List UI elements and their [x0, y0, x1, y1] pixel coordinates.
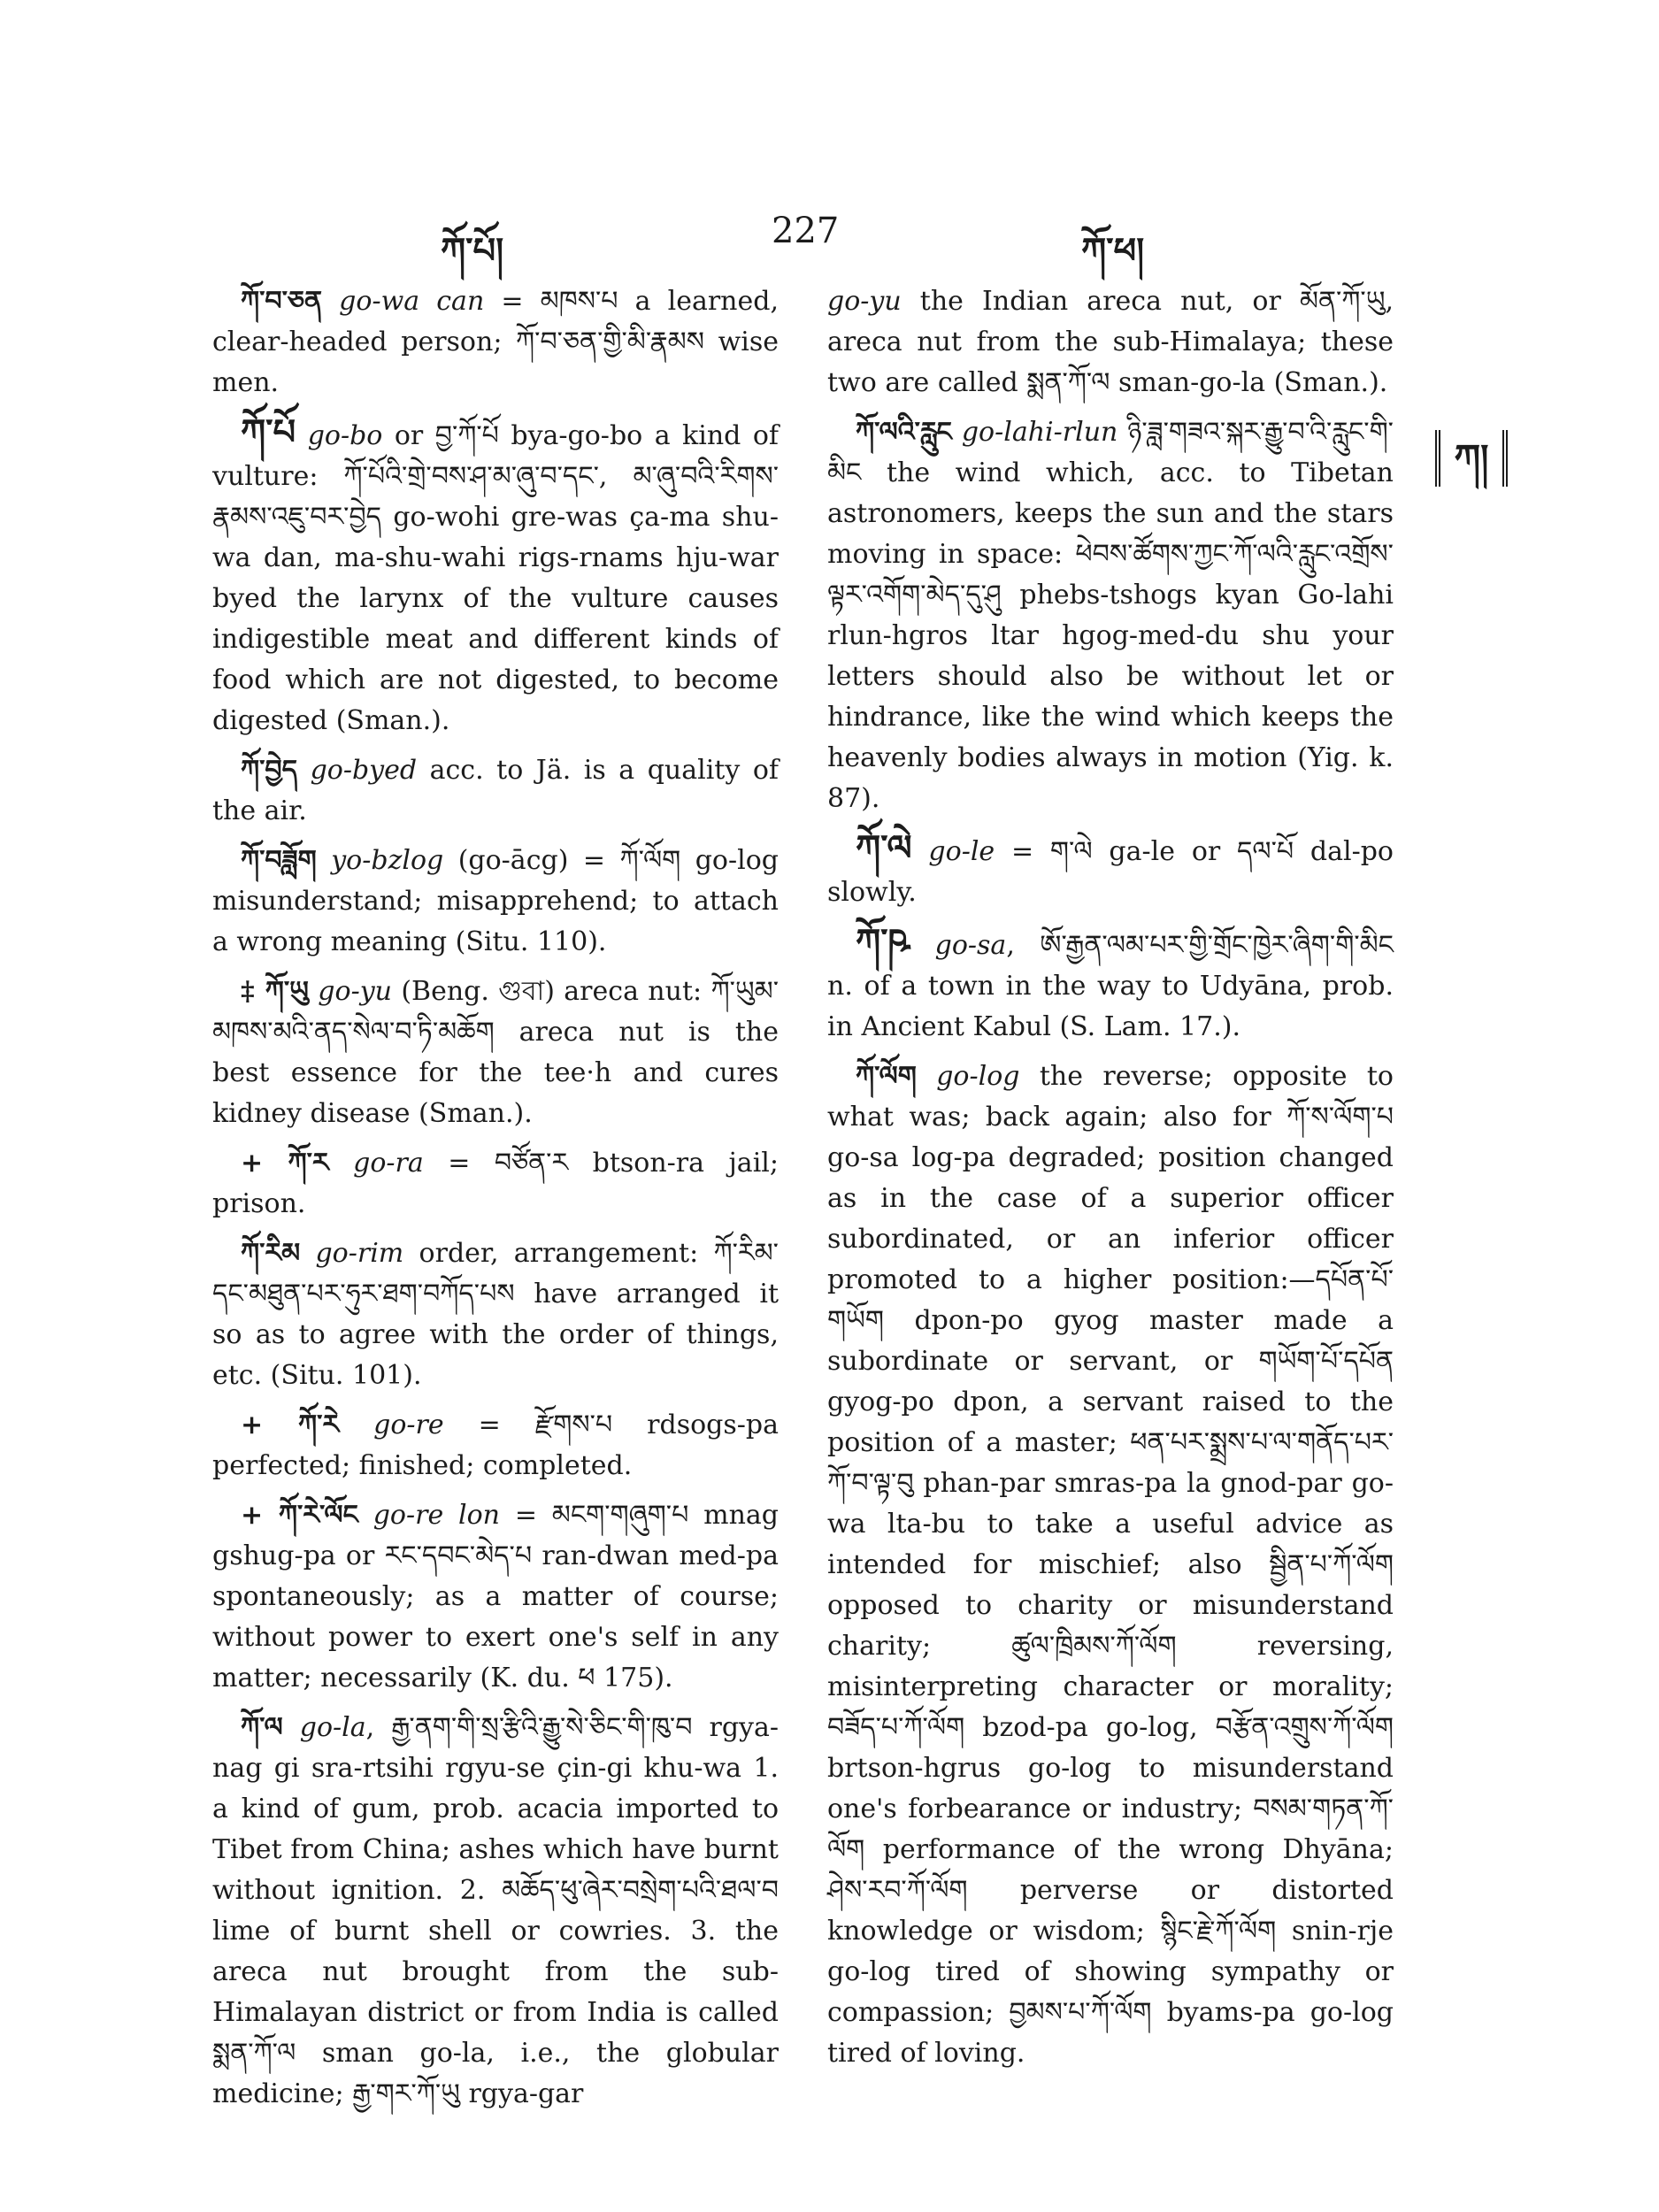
headword-tibetan: ཀོ་བཟློག [241, 845, 317, 876]
headword-transliteration: go-le [928, 836, 995, 867]
entry-definition: the reverse; opposite to what was; back again; also for ཀོ་ས་ལོག་པ go-sa log-pa degraded; position changed as in the case of a superior officer subordinated, or an inferior officer promoted to a higher position:—དཔོན་པོ་གཡོག dpon-po gyog master made a subordinate or servant, or གཡོག་པོ་དཔོན gyog-po dpon, a servant raised to the position of a master; ཕན་པར་སྨྲས་པ་ལ་གནོད་པར་ཀོ་བ་ལྟ་བུ phan-par smras-pa la gnod-par go-wa lta-bu to take a useful advice as intended for mischief; also སྦྱིན་པ་ཀོ་ལོག opposed to charity or misunderstand charity; ཚུལ་ཁྲིམས་ཀོ་ལོག reversing, misinterpreting character or morality; བཟོད་པ་ཀོ་ལོག bzod-pa go-log, བརྩོན་འགྲུས་ཀོ་ལོག brtson-hgrus go-log to misunderstand one's forbearance or industry; བསམ་གཏན་ཀོ་ལོག performance of the wrong Dhyāna; ཤེས་རབ་ཀོ་ལོག perverse or distorted knowledge or wisdom; སྙིང་རྗེ་ཀོ་ལོག snin-rje go-log tired of showing sympathy or compassion; བྱམས་པ་ཀོ་ལོག byams-pa go-log tired of loving. [827, 1061, 1394, 2069]
headword-tibetan: ཀོ་བ་ཅན [241, 286, 323, 317]
entry-definition: = མངག་གཞུག་པ mnag gshug-pa or རང་དབང་མེད་པ ran-dwan med-pa spontaneously; as a matter of course; without power to exert one's self in any matter; necessarily (K. du. ཕ 175). [212, 1500, 779, 1694]
headword-transliteration: go-byed [310, 755, 418, 786]
left-column [212, 281, 779, 2124]
entry-definition: (Beng. গুবা) areca nut: ཀོ་ཡུམ་མཁས་མའི་ནད་སེལ་བ་ཏི་མཆོག areca nut is the best essence for the tee·h and cures kidney disease (Sman.). [212, 976, 779, 1129]
headword-transliteration: go-wa can [339, 286, 485, 317]
entry-definition: (go-ācg) = ཀོ་ལོག go-log misunderstand; misapprehend; to attach a wrong meaning (Situ. 110). [212, 845, 779, 957]
headword-transliteration: go-rim [315, 1238, 404, 1269]
headword-transliteration: go-re [373, 1409, 444, 1440]
dictionary-entry [212, 1405, 779, 1486]
right-column [827, 281, 1394, 2083]
headword-tibetan: ཀོ་རིམ [241, 1238, 301, 1269]
headword-tibetan: + ཀོ་རེ་ལོང [241, 1500, 358, 1531]
dictionary-entry [212, 750, 779, 832]
entry-definition: , ཨོ་རྒྱན་ལམ་པར་གྱི་གྲོང་ཁྱེར་ཞིག་གི་མིང n. of a town in the way to Udyāna, prob. in Ancient Kabul (S. Lam. 17.). [827, 930, 1394, 1042]
headword-transliteration: go-re lon [373, 1500, 500, 1531]
entry-definition: ཉི་ཟླ་གཟའ་སྐར་རྒྱུ་བ་འི་རླུང་གི་མིང the wind which, acc. to Tibetan astronomers, keeps the sun and the stars moving in space: ཕེབས་ཚོགས་ཀྱང་ཀོ་ལའི་རླུང་འགྲོས་ལྟར་འགོག་མེད་དུ་ཤུ phebs-tshogs kyan Go-lahi rlun-hgros ltar hgog-med-du shu your letters should also be without let or hindrance, like the wind which keeps the heavenly bodies always in motion (Yig. k. 87). [827, 417, 1394, 814]
headword-transliteration: go-sa [934, 930, 1007, 961]
headword-tibetan: ཀོ་བྱེད [241, 755, 298, 786]
headword-tibetan: ‡ ཀོ་ཡུ [241, 976, 309, 1007]
entry-definition: order, arrangement: ཀོ་རིམ་དང་མཐུན་པར་ཧུར་ཐག་བཀོད་པས have arranged it so as to agree with the order of things, etc. (Situ. 101). [212, 1238, 779, 1391]
dictionary-entry [827, 412, 1394, 819]
headword-tibetan: ཀོ་ཥ [856, 921, 910, 963]
headword-transliteration: go-log [936, 1061, 1020, 1092]
dictionary-entry [212, 1233, 779, 1396]
entry-definition: = རྫོགས་པ rdsogs-pa perfected; finished; completed. [212, 1409, 779, 1481]
dictionary-entry [212, 1495, 779, 1699]
running-head-right: ཀོ་ཕ། [1081, 230, 1145, 272]
headword-transliteration: go-yu [318, 976, 392, 1007]
dictionary-entry [827, 1056, 1394, 2074]
headword-transliteration: go-lahi-rlun [961, 417, 1118, 448]
entry-definition: = མཁས་པ a learned, clear-headed person; ཀོ་བ་ཅན་གྱི་མི་རྣམས wise men. [212, 286, 779, 398]
dictionary-entry [212, 281, 779, 403]
dictionary-entry [212, 841, 779, 963]
headword-transliteration: go-yu [827, 286, 902, 317]
dictionary-entry [212, 412, 779, 741]
running-head-left: ཀོ་པོ། [441, 230, 504, 272]
headword-tibetan: ཀོ་ལའི་རླུང [856, 417, 952, 448]
entry-definition: acc. to Jä. is a quality of the air. [212, 755, 779, 826]
dictionary-entry [212, 1143, 779, 1225]
headword-tibetan: ཀོ་ལ [241, 1712, 283, 1743]
entry-definition: or བྱ་ཀོ་པོ bya-go-bo a kind of vulture: ཀོ་པོའི་གྲེ་བས་ཤ་མ་ཞུ་བ་དང་, མ་ཞུ་བའི་རིགས་རྣམས་འཇུ་བར་བྱེད go-wohi gre-was ça-ma shu-wa dan, ma-shu-wahi rigs-rnams hju-war byed the larynx of the vulture causes indigestible meat and different kinds of food which are not digested, to become digested (Sman.). [212, 420, 779, 736]
entry-definition: = ག་ལེ ga-le or དལ་པོ dal-po slowly. [827, 836, 1394, 908]
headword-transliteration: go-ra [353, 1148, 424, 1179]
headword-tibetan: ཀོ་པོ [241, 411, 296, 453]
headword-tibetan: ཀོ་ལེ [856, 827, 912, 869]
entry-definition: = བཙོན་ར btson-ra jail; prison. [212, 1148, 779, 1219]
dictionary-entry [827, 828, 1394, 913]
headword-transliteration: go-la [299, 1712, 366, 1743]
dictionary-entry [212, 1708, 779, 2115]
headword-tibetan: + ཀོ་རེ [241, 1409, 340, 1440]
thumb-index-tab: ཀ། [1435, 430, 1508, 487]
headword-tibetan: ཀོ་ལོག [856, 1061, 917, 1092]
page-number: 227 [772, 211, 840, 251]
entry-definition: , རྒྱ་ནག་གི་སྲ་རྩིའི་རྒྱུ་སེ་ཅིང་གི་ཁུ་བ rgya-nag gi sra-rtsihi rgyu-se çin-gi khu-wa 1. a kind of gum, prob. acacia imported to Tibet from China; ashes which have burnt without ignition. 2. མཆོད་ཕུ་ཞེར་བསྲེག་པའི་ཐལ་བ lime of burnt shell or cowries. 3. the areca nut brought from the sub-Himalayan district or from India is called སྨན་ཀོ་ལ sman go-la, i.e., the globular medicine; རྒྱ་གར་ཀོ་ཡུ rgya-gar [212, 1712, 779, 2109]
dictionary-entry [827, 922, 1394, 1048]
dictionary-entry [212, 972, 779, 1134]
headword-tibetan: + ཀོ་ར [241, 1148, 329, 1179]
headword-transliteration: go-bo [307, 420, 383, 451]
headword-transliteration: yo-bzlog [331, 845, 444, 876]
dictionary-entry-continued [827, 281, 1394, 403]
entry-definition: the Indian areca nut, or མོན་ཀོ་ཡུ, areca nut from the sub-Himalaya; these two are called སྨན་ཀོ་ལ sman-go-la (Sman.). [827, 286, 1394, 398]
